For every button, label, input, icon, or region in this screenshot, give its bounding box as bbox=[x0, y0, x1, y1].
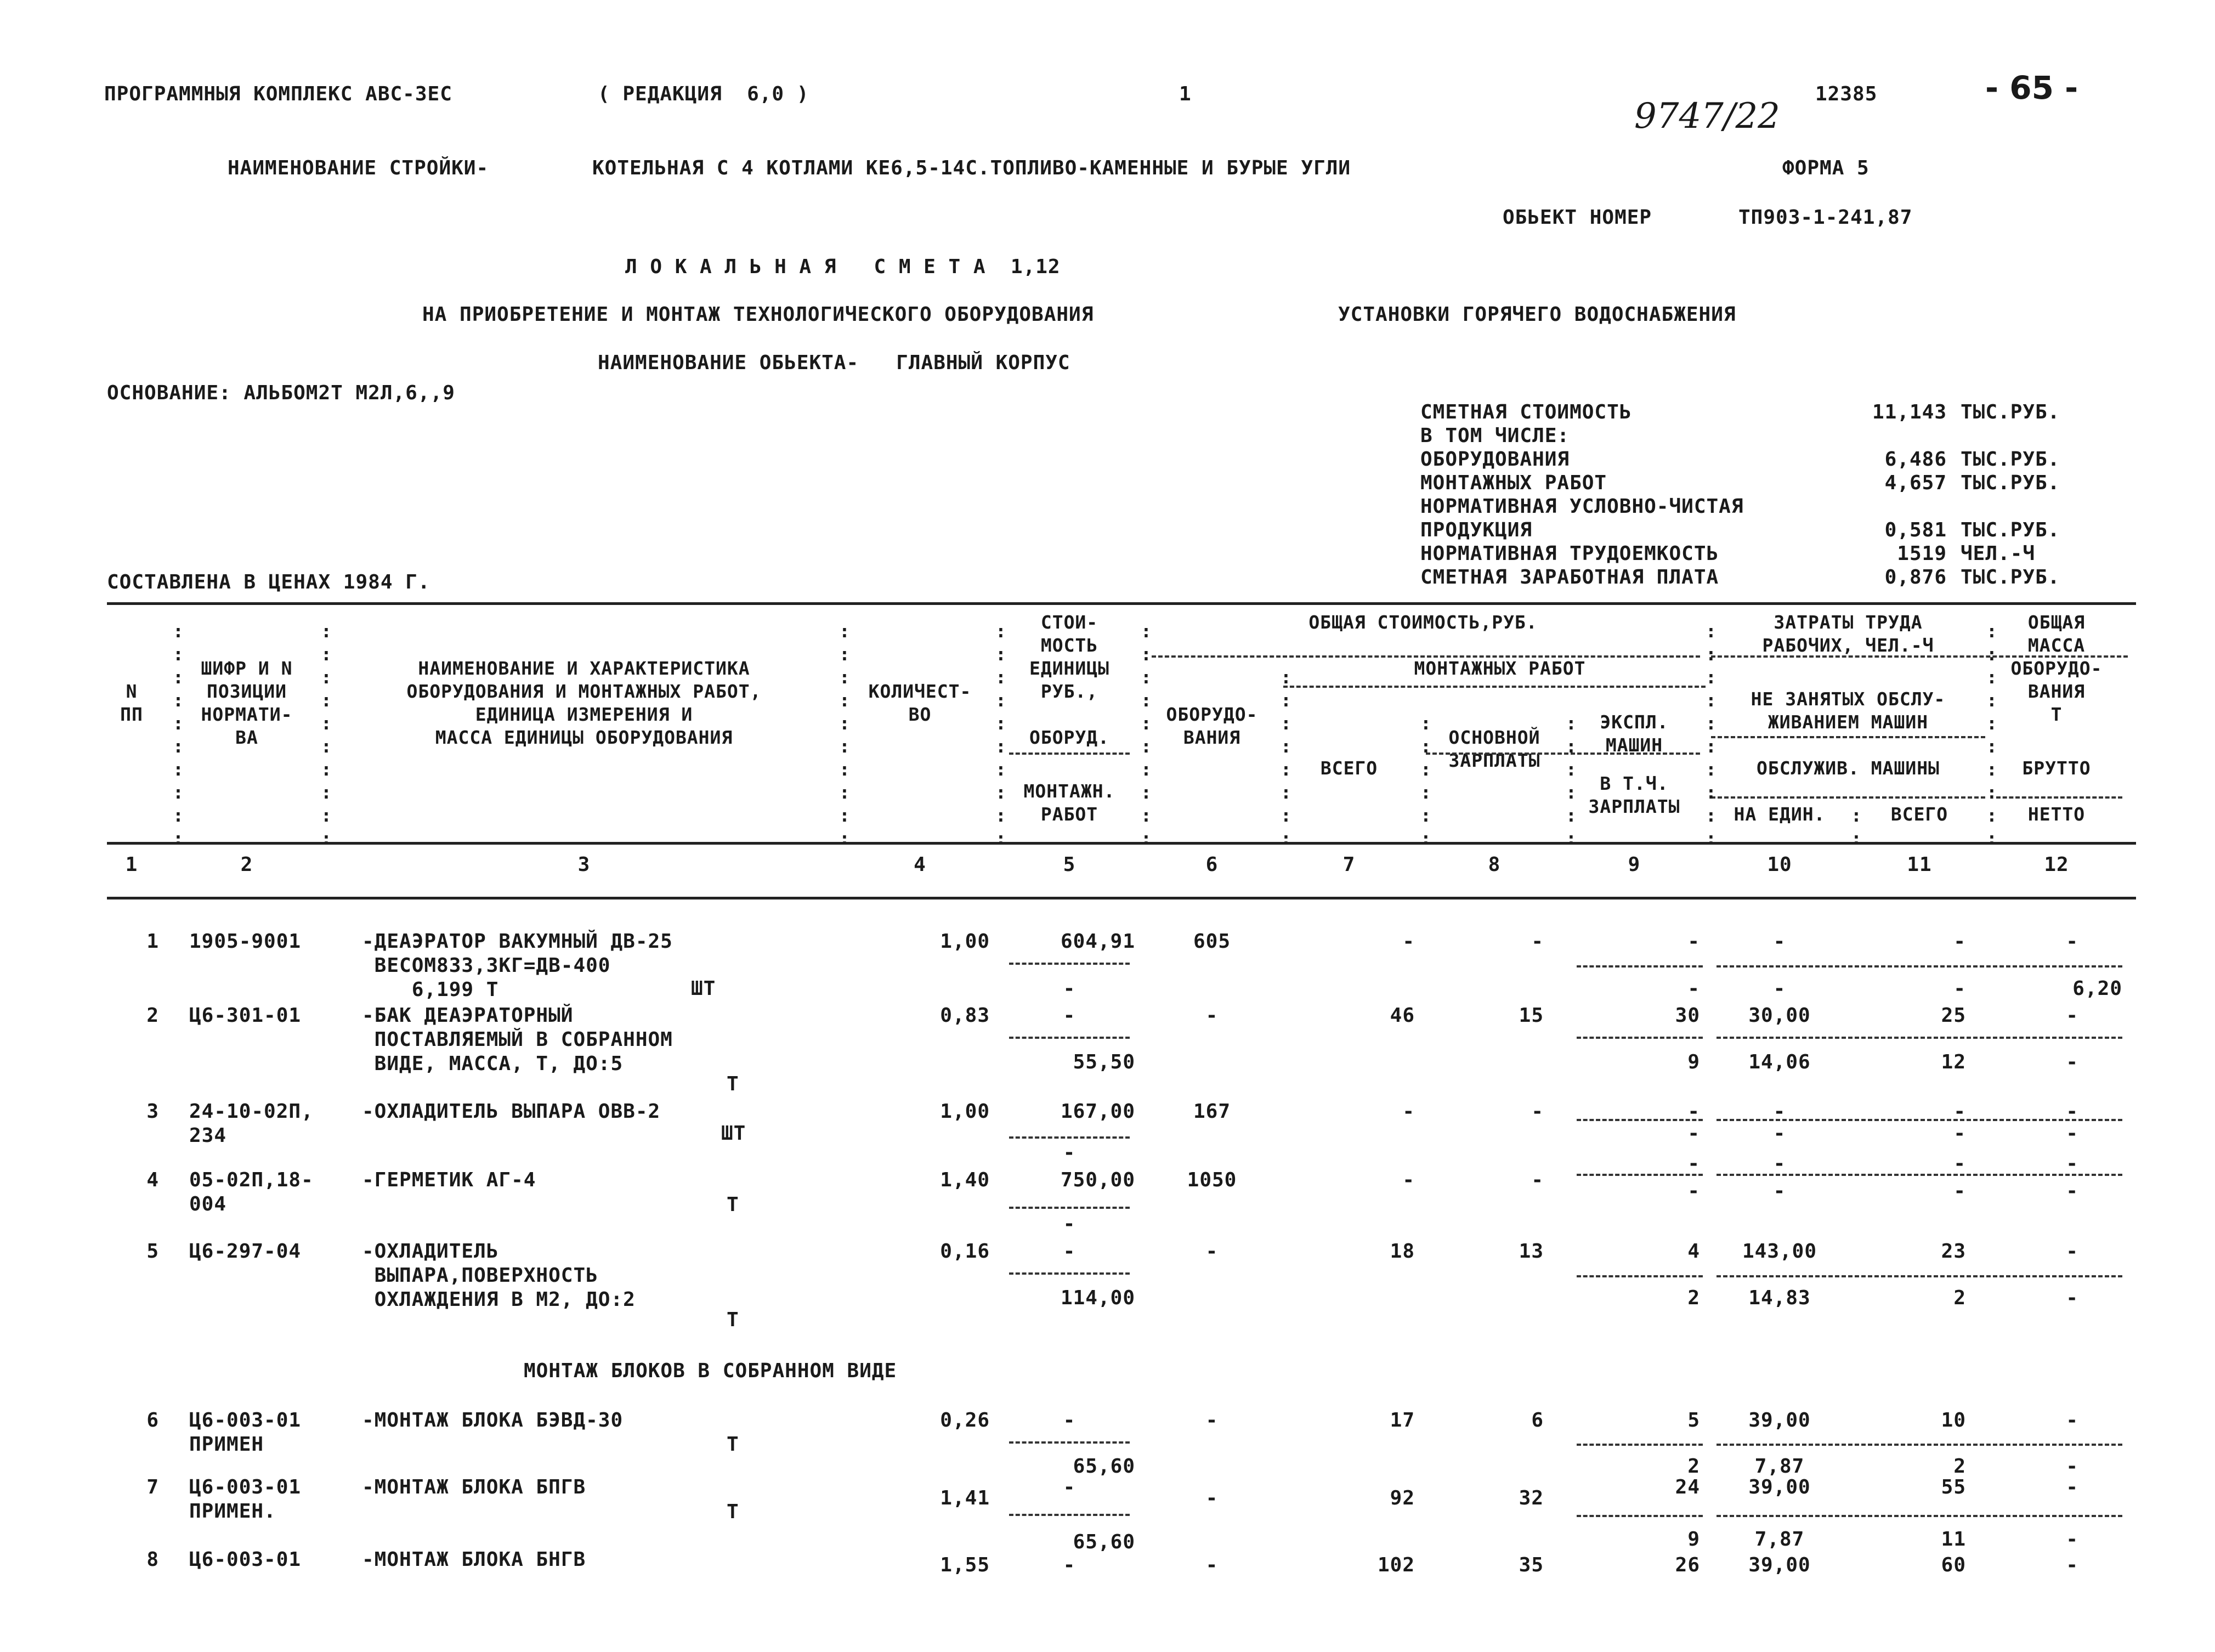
summary-label: СМЕТНАЯ СТОИМОСТЬ bbox=[1420, 401, 1632, 423]
row-description: -ОХЛАДИТЕЛЬ ВЫПАРА ОВВ-2 bbox=[362, 1100, 661, 1123]
row-description: -МОНТАЖ БЛОКА БПГВ bbox=[362, 1476, 586, 1498]
summary-label: В ТОМ ЧИСЛЕ: bbox=[1420, 425, 1570, 447]
row-base-wage: 32 bbox=[1519, 1487, 1544, 1509]
row-rule bbox=[1009, 1136, 1130, 1139]
row-rule bbox=[1009, 1441, 1130, 1444]
handwritten-number: 9747/22 bbox=[1634, 96, 1780, 137]
row-mass-gross: - bbox=[2066, 1004, 2078, 1027]
row-mass-gross: - bbox=[2066, 1100, 2078, 1123]
row-unit: ШТ bbox=[721, 1122, 746, 1145]
row-description: -ДЕАЭРАТОР ВАКУМНЫЙ ДВ-25 ВЕСОМ833,3КГ=ДВ-400 6,199 Т bbox=[362, 930, 673, 1001]
row-number: 2 bbox=[146, 1004, 159, 1027]
row-base-wage: 35 bbox=[1519, 1554, 1544, 1576]
row-base-wage: - bbox=[1531, 1169, 1544, 1191]
column-separator: : : : : : : bbox=[1566, 712, 1577, 849]
row-unit-price-equipment: - bbox=[1063, 1409, 1076, 1432]
header-unit-cost: СТОИ- МОСТЬ ЕДИНИЦЫ РУБ., bbox=[1029, 612, 1110, 702]
header-installation-group: МОНТАЖНЫХ РАБОТ bbox=[1414, 658, 1586, 679]
row-number: 3 bbox=[146, 1100, 159, 1123]
header-rule bbox=[1996, 796, 2122, 799]
subtitle-equipment: НА ПРИОБРЕТЕНИЕ И МОНТАЖ ТЕХНОЛОГИЧЕСКОГО ОБОРУДОВАНИЯ bbox=[422, 303, 1094, 326]
document-code: 12385 bbox=[1815, 83, 1878, 105]
summary-label: ОБОРУДОВАНИЯ bbox=[1420, 448, 1570, 471]
row-unit-price-installation: 65,60 bbox=[1073, 1455, 1135, 1478]
column-separator: : : : : : : : : : : bbox=[173, 620, 184, 849]
row-machine-wage: 9 bbox=[1687, 1051, 1700, 1073]
summary-value: 11,143 bbox=[1872, 401, 1947, 423]
header-bottom-rule bbox=[107, 842, 2136, 845]
summary-label: МОНТАЖНЫХ РАБОТ bbox=[1420, 472, 1607, 494]
header-unit-cost-installation: МОНТАЖН. РАБОТ bbox=[1023, 780, 1115, 825]
column-separator: : : : : : : : : : : bbox=[1141, 620, 1152, 849]
row-labor-per-unit: 39,00 bbox=[1748, 1476, 1811, 1498]
summary-value: 6,486 bbox=[1884, 448, 1947, 471]
row-labor-per-unit: 30,00 bbox=[1748, 1004, 1811, 1027]
row-labor-total-machines: 12 bbox=[1941, 1051, 1966, 1073]
row-rule bbox=[1717, 965, 2122, 968]
row-unit: Т bbox=[727, 1501, 739, 1523]
row-quantity: 1,00 bbox=[940, 930, 990, 953]
row-rule bbox=[1577, 965, 1703, 968]
row-labor-per-unit: 143,00 bbox=[1742, 1240, 1817, 1263]
row-unit: Т bbox=[727, 1193, 739, 1216]
summary-unit: ТЫС.РУБ. bbox=[1961, 519, 2060, 541]
header-mass-net: НЕТТО bbox=[2027, 804, 2086, 825]
row-rule bbox=[1009, 1514, 1130, 1516]
column-number: 6 bbox=[1205, 853, 1219, 876]
row-labor-total: - bbox=[1953, 1152, 1966, 1175]
object-number: ТП903-1-241,87 bbox=[1738, 206, 1913, 229]
summary-unit: ТЫС.РУБ. bbox=[1961, 566, 2060, 589]
column-number: 5 bbox=[1063, 853, 1076, 876]
row-rule bbox=[1717, 1515, 2122, 1517]
row-labor-per-unit-machines: - bbox=[1773, 1180, 1786, 1202]
row-rule bbox=[1577, 1037, 1703, 1039]
header-mass-gross: БРУТТО bbox=[2022, 757, 2091, 779]
row-mass-net: - bbox=[2066, 1455, 2078, 1478]
row-mass-net: - bbox=[2066, 1122, 2078, 1145]
column-separator: : : : : : : : : : : bbox=[321, 620, 332, 849]
row-installation-total: - bbox=[1402, 930, 1415, 953]
row-mass-net: - bbox=[2066, 1287, 2078, 1309]
row-description: -ГЕРМЕТИК АГ-4 bbox=[362, 1169, 536, 1191]
row-rule bbox=[1009, 1272, 1130, 1275]
header-unit-cost-equipment: ОБОРУД. bbox=[1029, 727, 1110, 748]
row-machine-cost: - bbox=[1687, 1100, 1700, 1123]
row-rule bbox=[1009, 1037, 1130, 1039]
row-machine-cost: 30 bbox=[1675, 1004, 1700, 1027]
summary-label: СМЕТНАЯ ЗАРАБОТНАЯ ПЛАТА bbox=[1420, 566, 1719, 589]
row-labor-per-unit-machines: 14,06 bbox=[1748, 1051, 1811, 1073]
row-description: -БАК ДЕАЭРАТОРНЫЙ ПОСТАВЛЯЕМЫЙ В СОБРАННОМ ВИДЕ, МАССА, Т, ДО:5 bbox=[362, 1004, 673, 1075]
header-mass: ОБЩАЯ МАССА ОБОРУДО- ВАНИЯ Т bbox=[2010, 612, 2103, 725]
column-number: 9 bbox=[1628, 853, 1641, 876]
row-equipment-cost: - bbox=[1205, 1004, 1219, 1027]
row-installation-total: 102 bbox=[1377, 1554, 1415, 1576]
row-machine-wage: 2 bbox=[1687, 1287, 1700, 1309]
row-unit-price-equipment: 604,91 bbox=[1060, 930, 1135, 953]
row-rule bbox=[1577, 1444, 1703, 1446]
row-unit: Т bbox=[727, 1433, 739, 1456]
row-labor-per-unit: - bbox=[1773, 1152, 1786, 1175]
header-labor-group: ЗАТРАТЫ ТРУДА РАБОЧИХ, ЧЕЛ.-Ч bbox=[1762, 612, 1934, 656]
subtitle-installation: УСТАНОВКИ ГОРЯЧЕГО ВОДОСНАБЖЕНИЯ bbox=[1338, 303, 1736, 326]
row-labor-per-unit-machines: - bbox=[1773, 1122, 1786, 1145]
row-labor-total: - bbox=[1953, 930, 1966, 953]
row-equipment-cost: 1050 bbox=[1187, 1169, 1237, 1191]
row-unit-price-equipment: - bbox=[1063, 1476, 1076, 1498]
basis: ОСНОВАНИЕ: АЛЬБОМ2Т М2Л,6,,9 bbox=[107, 382, 455, 404]
row-unit-price-equipment: - bbox=[1063, 1004, 1076, 1027]
row-installation-total: 92 bbox=[1390, 1487, 1415, 1509]
row-labor-per-unit: - bbox=[1773, 930, 1786, 953]
row-quantity: 1,00 bbox=[940, 1100, 990, 1123]
row-quantity: 1,41 bbox=[940, 1487, 990, 1509]
row-rule bbox=[1577, 1119, 1703, 1121]
row-machine-cost: - bbox=[1687, 1152, 1700, 1175]
row-rule bbox=[1717, 1174, 2122, 1176]
row-machine-cost: 24 bbox=[1675, 1476, 1700, 1498]
header-rule bbox=[1426, 753, 1700, 755]
row-unit: Т bbox=[727, 1309, 739, 1331]
header-rule bbox=[1711, 655, 2128, 658]
row-labor-total-machines: 2 bbox=[1953, 1287, 1966, 1309]
table-top-rule bbox=[107, 602, 2136, 605]
row-quantity: 1,55 bbox=[940, 1554, 990, 1576]
row-machine-cost: 5 bbox=[1687, 1409, 1700, 1432]
row-mass-net: 6,20 bbox=[2072, 977, 2122, 1000]
column-separator: : : : : : : : : : : bbox=[1706, 620, 1717, 849]
section-title: МОНТАЖ БЛОКОВ В СОБРАННОМ ВИДЕ bbox=[524, 1360, 897, 1382]
row-machine-cost: - bbox=[1687, 930, 1700, 953]
row-unit-price-installation: - bbox=[1063, 1213, 1076, 1235]
row-labor-total: 60 bbox=[1941, 1554, 1966, 1576]
price-level: СОСТАВЛЕНА В ЦЕНАХ 1984 Г. bbox=[107, 571, 430, 593]
row-code: Ц6-003-01 bbox=[189, 1548, 302, 1571]
row-description: -ОХЛАДИТЕЛЬ ВЫПАРА,ПОВЕРХНОСТЬ ОХЛАЖДЕНИЯ В М2, ДО:2 bbox=[362, 1240, 636, 1311]
header-rule bbox=[1152, 655, 1700, 658]
row-installation-total: 46 bbox=[1390, 1004, 1415, 1027]
column-separator: : : : : : : bbox=[1420, 712, 1431, 849]
column-number: 11 bbox=[1907, 853, 1932, 876]
header-rule bbox=[1711, 736, 1985, 738]
row-equipment-cost: 605 bbox=[1193, 930, 1231, 953]
program-name: ПРОГРАММНЫЯ КОМПЛЕКС АВС-ЗЕС bbox=[104, 83, 452, 105]
summary-value: 1519 bbox=[1897, 542, 1947, 565]
header-quantity: КОЛИЧЕСТ- ВО bbox=[868, 681, 972, 725]
row-mass-gross: - bbox=[2066, 1152, 2078, 1175]
row-code: Ц6-297-04 bbox=[189, 1240, 302, 1263]
row-code: 05-02П,18- 004 bbox=[189, 1169, 314, 1215]
row-machine-cost: 26 bbox=[1675, 1554, 1700, 1576]
row-quantity: 0,16 bbox=[940, 1240, 990, 1263]
row-machine-cost: 4 bbox=[1687, 1240, 1700, 1263]
row-installation-total: - bbox=[1402, 1100, 1415, 1123]
row-quantity: 0,83 bbox=[940, 1004, 990, 1027]
row-rule bbox=[1577, 1275, 1703, 1277]
row-mass-gross: - bbox=[2066, 930, 2078, 953]
row-mass-net: - bbox=[2066, 1051, 2078, 1073]
row-labor-per-unit-machines: 7,87 bbox=[1754, 1455, 1805, 1478]
header-total: ВСЕГО bbox=[1320, 757, 1378, 779]
row-equipment-cost: - bbox=[1205, 1240, 1219, 1263]
row-base-wage: - bbox=[1531, 1100, 1544, 1123]
header-rule bbox=[1009, 753, 1130, 755]
row-mass-gross: - bbox=[2066, 1554, 2078, 1576]
row-rule bbox=[1717, 1119, 2122, 1121]
row-labor-per-unit-machines: 14,83 bbox=[1748, 1287, 1811, 1309]
row-mass-gross: - bbox=[2066, 1476, 2078, 1498]
row-installation-total: 18 bbox=[1390, 1240, 1415, 1263]
header-description: НАИМЕНОВАНИЕ И ХАРАКТЕРИСТИКА ОБОРУДОВАНИЯ И МОНТАЖНЫХ РАБОТ, ЕДИНИЦА ИЗМЕРЕНИЯ И МАССА ЕДИНИЦЫ ОБОРУДОВАНИЯ bbox=[406, 658, 762, 748]
row-code: Ц6-003-01 ПРИМЕН bbox=[189, 1409, 302, 1456]
row-mass-net: - bbox=[2066, 1180, 2078, 1202]
row-number: 4 bbox=[146, 1169, 159, 1191]
row-mass-gross: - bbox=[2066, 1409, 2078, 1432]
summary-value: 4,657 bbox=[1884, 472, 1947, 494]
row-unit-price-equipment: 750,00 bbox=[1060, 1169, 1135, 1191]
row-labor-total: 23 bbox=[1941, 1240, 1966, 1263]
row-installation-total: 17 bbox=[1390, 1409, 1415, 1432]
row-machine-wage: 9 bbox=[1687, 1528, 1700, 1551]
summary-unit: ТЫС.РУБ. bbox=[1961, 448, 2060, 471]
summary-unit: ТЫС.РУБ. bbox=[1961, 401, 2060, 423]
column-number: 7 bbox=[1342, 853, 1356, 876]
row-labor-total-machines: 2 bbox=[1953, 1455, 1966, 1478]
header-machine-operation: ЭКСПЛ. МАШИН bbox=[1600, 711, 1669, 756]
row-number: 8 bbox=[146, 1548, 159, 1571]
row-rule bbox=[1717, 1275, 2122, 1277]
row-labor-total-machines: - bbox=[1953, 1122, 1966, 1145]
row-unit-price-equipment: 167,00 bbox=[1060, 1100, 1135, 1123]
row-labor-per-unit: 39,00 bbox=[1748, 1554, 1811, 1576]
row-unit-price-installation: 55,50 bbox=[1073, 1051, 1135, 1073]
row-number: 1 bbox=[146, 930, 159, 953]
row-rule bbox=[1717, 1037, 2122, 1039]
row-rule bbox=[1009, 963, 1130, 965]
page-number: - 65 - bbox=[1985, 69, 2078, 106]
header-total-cost-group: ОБЩАЯ СТОИМОСТЬ,РУБ. bbox=[1308, 612, 1538, 633]
row-labor-per-unit: - bbox=[1773, 1100, 1786, 1123]
row-base-wage: 6 bbox=[1531, 1409, 1544, 1432]
header-equipment-cost: ОБОРУДО- ВАНИЯ bbox=[1166, 704, 1258, 748]
row-labor-per-unit-machines: 7,87 bbox=[1754, 1528, 1805, 1551]
row-labor-total-machines: - bbox=[1953, 1180, 1966, 1202]
row-number: 5 bbox=[146, 1240, 159, 1263]
summary-unit: ЧЕЛ.-Ч bbox=[1961, 542, 2036, 565]
row-labor-total: 55 bbox=[1941, 1476, 1966, 1498]
row-unit-price-installation: 65,60 bbox=[1073, 1531, 1135, 1553]
row-equipment-cost: - bbox=[1205, 1554, 1219, 1576]
row-code: Ц6-003-01 ПРИМЕН. bbox=[189, 1476, 302, 1523]
row-labor-per-unit-machines: - bbox=[1773, 977, 1786, 1000]
form-label: ФОРМА 5 bbox=[1782, 157, 1870, 179]
row-unit-price-installation: - bbox=[1063, 1141, 1076, 1164]
row-quantity: 0,26 bbox=[940, 1409, 990, 1432]
row-machine-wage: - bbox=[1687, 1122, 1700, 1145]
row-description: -МОНТАЖ БЛОКА БНГВ bbox=[362, 1548, 586, 1571]
row-unit-price-installation: 114,00 bbox=[1060, 1287, 1135, 1309]
row-machine-wage: 2 bbox=[1687, 1455, 1700, 1478]
column-number: 10 bbox=[1767, 853, 1792, 876]
row-labor-total-machines: 11 bbox=[1941, 1528, 1966, 1551]
row-installation-total: - bbox=[1402, 1169, 1415, 1191]
construction-label: НАИМЕНОВАНИЕ СТРОЙКИ- bbox=[228, 157, 489, 179]
header-base-wage: ОСНОВНОЙ ЗАРПЛАТЫ bbox=[1448, 727, 1540, 771]
row-unit-price-installation: - bbox=[1063, 977, 1076, 1000]
row-base-wage: 13 bbox=[1519, 1240, 1544, 1263]
row-machine-wage: - bbox=[1687, 977, 1700, 1000]
row-equipment-cost: - bbox=[1205, 1409, 1219, 1432]
row-number: 7 bbox=[146, 1476, 159, 1498]
row-rule bbox=[1009, 1207, 1130, 1209]
column-separator: : : : : : : : : : : bbox=[839, 620, 850, 849]
row-unit-price-equipment: - bbox=[1063, 1240, 1076, 1263]
row-quantity: 1,40 bbox=[940, 1169, 990, 1191]
summary-label: ПРОДУКЦИЯ bbox=[1420, 519, 1533, 541]
column-number: 2 bbox=[240, 853, 253, 876]
row-base-wage: 15 bbox=[1519, 1004, 1544, 1027]
column-number: 1 bbox=[125, 853, 138, 876]
header-labor-total: ВСЕГО bbox=[1890, 804, 1948, 825]
document-title: Л О К А Л Ь Н А Я С М Е Т А 1,12 bbox=[625, 256, 1061, 278]
header-code: ШИФР И N ПОЗИЦИИ НОРМАТИ- ВА bbox=[201, 658, 293, 748]
row-base-wage: - bbox=[1531, 930, 1544, 953]
header-machine-wage: В Т.Ч. ЗАРПЛАТЫ bbox=[1588, 773, 1680, 817]
row-rule bbox=[1577, 1515, 1703, 1517]
edition: ( РЕДАКЦИЯ 6,0 ) bbox=[598, 83, 809, 105]
column-number: 8 bbox=[1488, 853, 1501, 876]
row-code: 1905-9001 bbox=[189, 930, 302, 953]
row-labor-total: 10 bbox=[1941, 1409, 1966, 1432]
row-equipment-cost: - bbox=[1205, 1487, 1219, 1509]
row-labor-total: - bbox=[1953, 1100, 1966, 1123]
row-mass-gross: - bbox=[2066, 1240, 2078, 1263]
row-rule bbox=[1717, 1444, 2122, 1446]
object-number-label: ОБЬЕКТ НОМЕР bbox=[1503, 206, 1652, 229]
header-labor-per-unit: НА ЕДИН. bbox=[1734, 804, 1826, 825]
column-separator: : : : : : : : : : : bbox=[1986, 620, 1997, 849]
header-rule bbox=[1283, 686, 1706, 688]
row-number: 6 bbox=[146, 1409, 159, 1432]
row-unit: Т bbox=[727, 1073, 739, 1095]
object-name: НАИМЕНОВАНИЕ ОБЬЕКТА- ГЛАВНЫЙ КОРПУС bbox=[598, 352, 1070, 374]
row-unit: ШТ bbox=[691, 977, 716, 1000]
row-labor-total: 25 bbox=[1941, 1004, 1966, 1027]
column-separator: : : : : : : : : bbox=[1281, 666, 1291, 849]
construction-name: КОТЕЛЬНАЯ С 4 КОТЛАМИ КЕ6,5-14С.ТОПЛИВО-КАМЕННЫЕ И БУРЫЕ УГЛИ bbox=[592, 157, 1351, 179]
summary-unit: ТЫС.РУБ. bbox=[1961, 472, 2060, 494]
row-equipment-cost: 167 bbox=[1193, 1100, 1231, 1123]
summary-label: НОРМАТИВНАЯ УСЛОВНО-ЧИСТАЯ bbox=[1420, 495, 1744, 518]
summary-value: 0,581 bbox=[1884, 519, 1947, 541]
row-labor-per-unit: 39,00 bbox=[1748, 1409, 1811, 1432]
body-top-rule bbox=[107, 897, 2136, 899]
row-mass-net: - bbox=[2066, 1528, 2078, 1551]
header-labor-machines: ОБСЛУЖИВ. МАШИНЫ bbox=[1757, 757, 1940, 779]
column-number: 3 bbox=[577, 853, 591, 876]
summary-value: 0,876 bbox=[1884, 566, 1947, 589]
row-machine-wage: - bbox=[1687, 1180, 1700, 1202]
header-rule bbox=[1711, 796, 1985, 799]
header-row-number: N ПП bbox=[120, 681, 143, 725]
column-number: 4 bbox=[914, 853, 926, 876]
column-separator: : : bbox=[1851, 805, 1862, 849]
sheet-number: 1 bbox=[1179, 83, 1192, 105]
row-code: 24-10-02П, 234 bbox=[189, 1100, 314, 1147]
column-separator: : : : : : : : : : : bbox=[995, 620, 1006, 849]
summary-label: НОРМАТИВНАЯ ТРУДОЕМКОСТЬ bbox=[1420, 542, 1719, 565]
row-labor-total-machines: - bbox=[1953, 977, 1966, 1000]
column-number: 12 bbox=[2044, 853, 2069, 876]
row-code: Ц6-301-01 bbox=[189, 1004, 302, 1027]
header-labor-not-machines: НЕ ЗАНЯТЫХ ОБСЛУ- ЖИВАНИЕМ МАШИН bbox=[1751, 688, 1946, 733]
row-description: -МОНТАЖ БЛОКА БЭВД-30 bbox=[362, 1409, 624, 1432]
row-rule bbox=[1577, 1174, 1703, 1176]
row-unit-price-equipment: - bbox=[1063, 1554, 1076, 1576]
